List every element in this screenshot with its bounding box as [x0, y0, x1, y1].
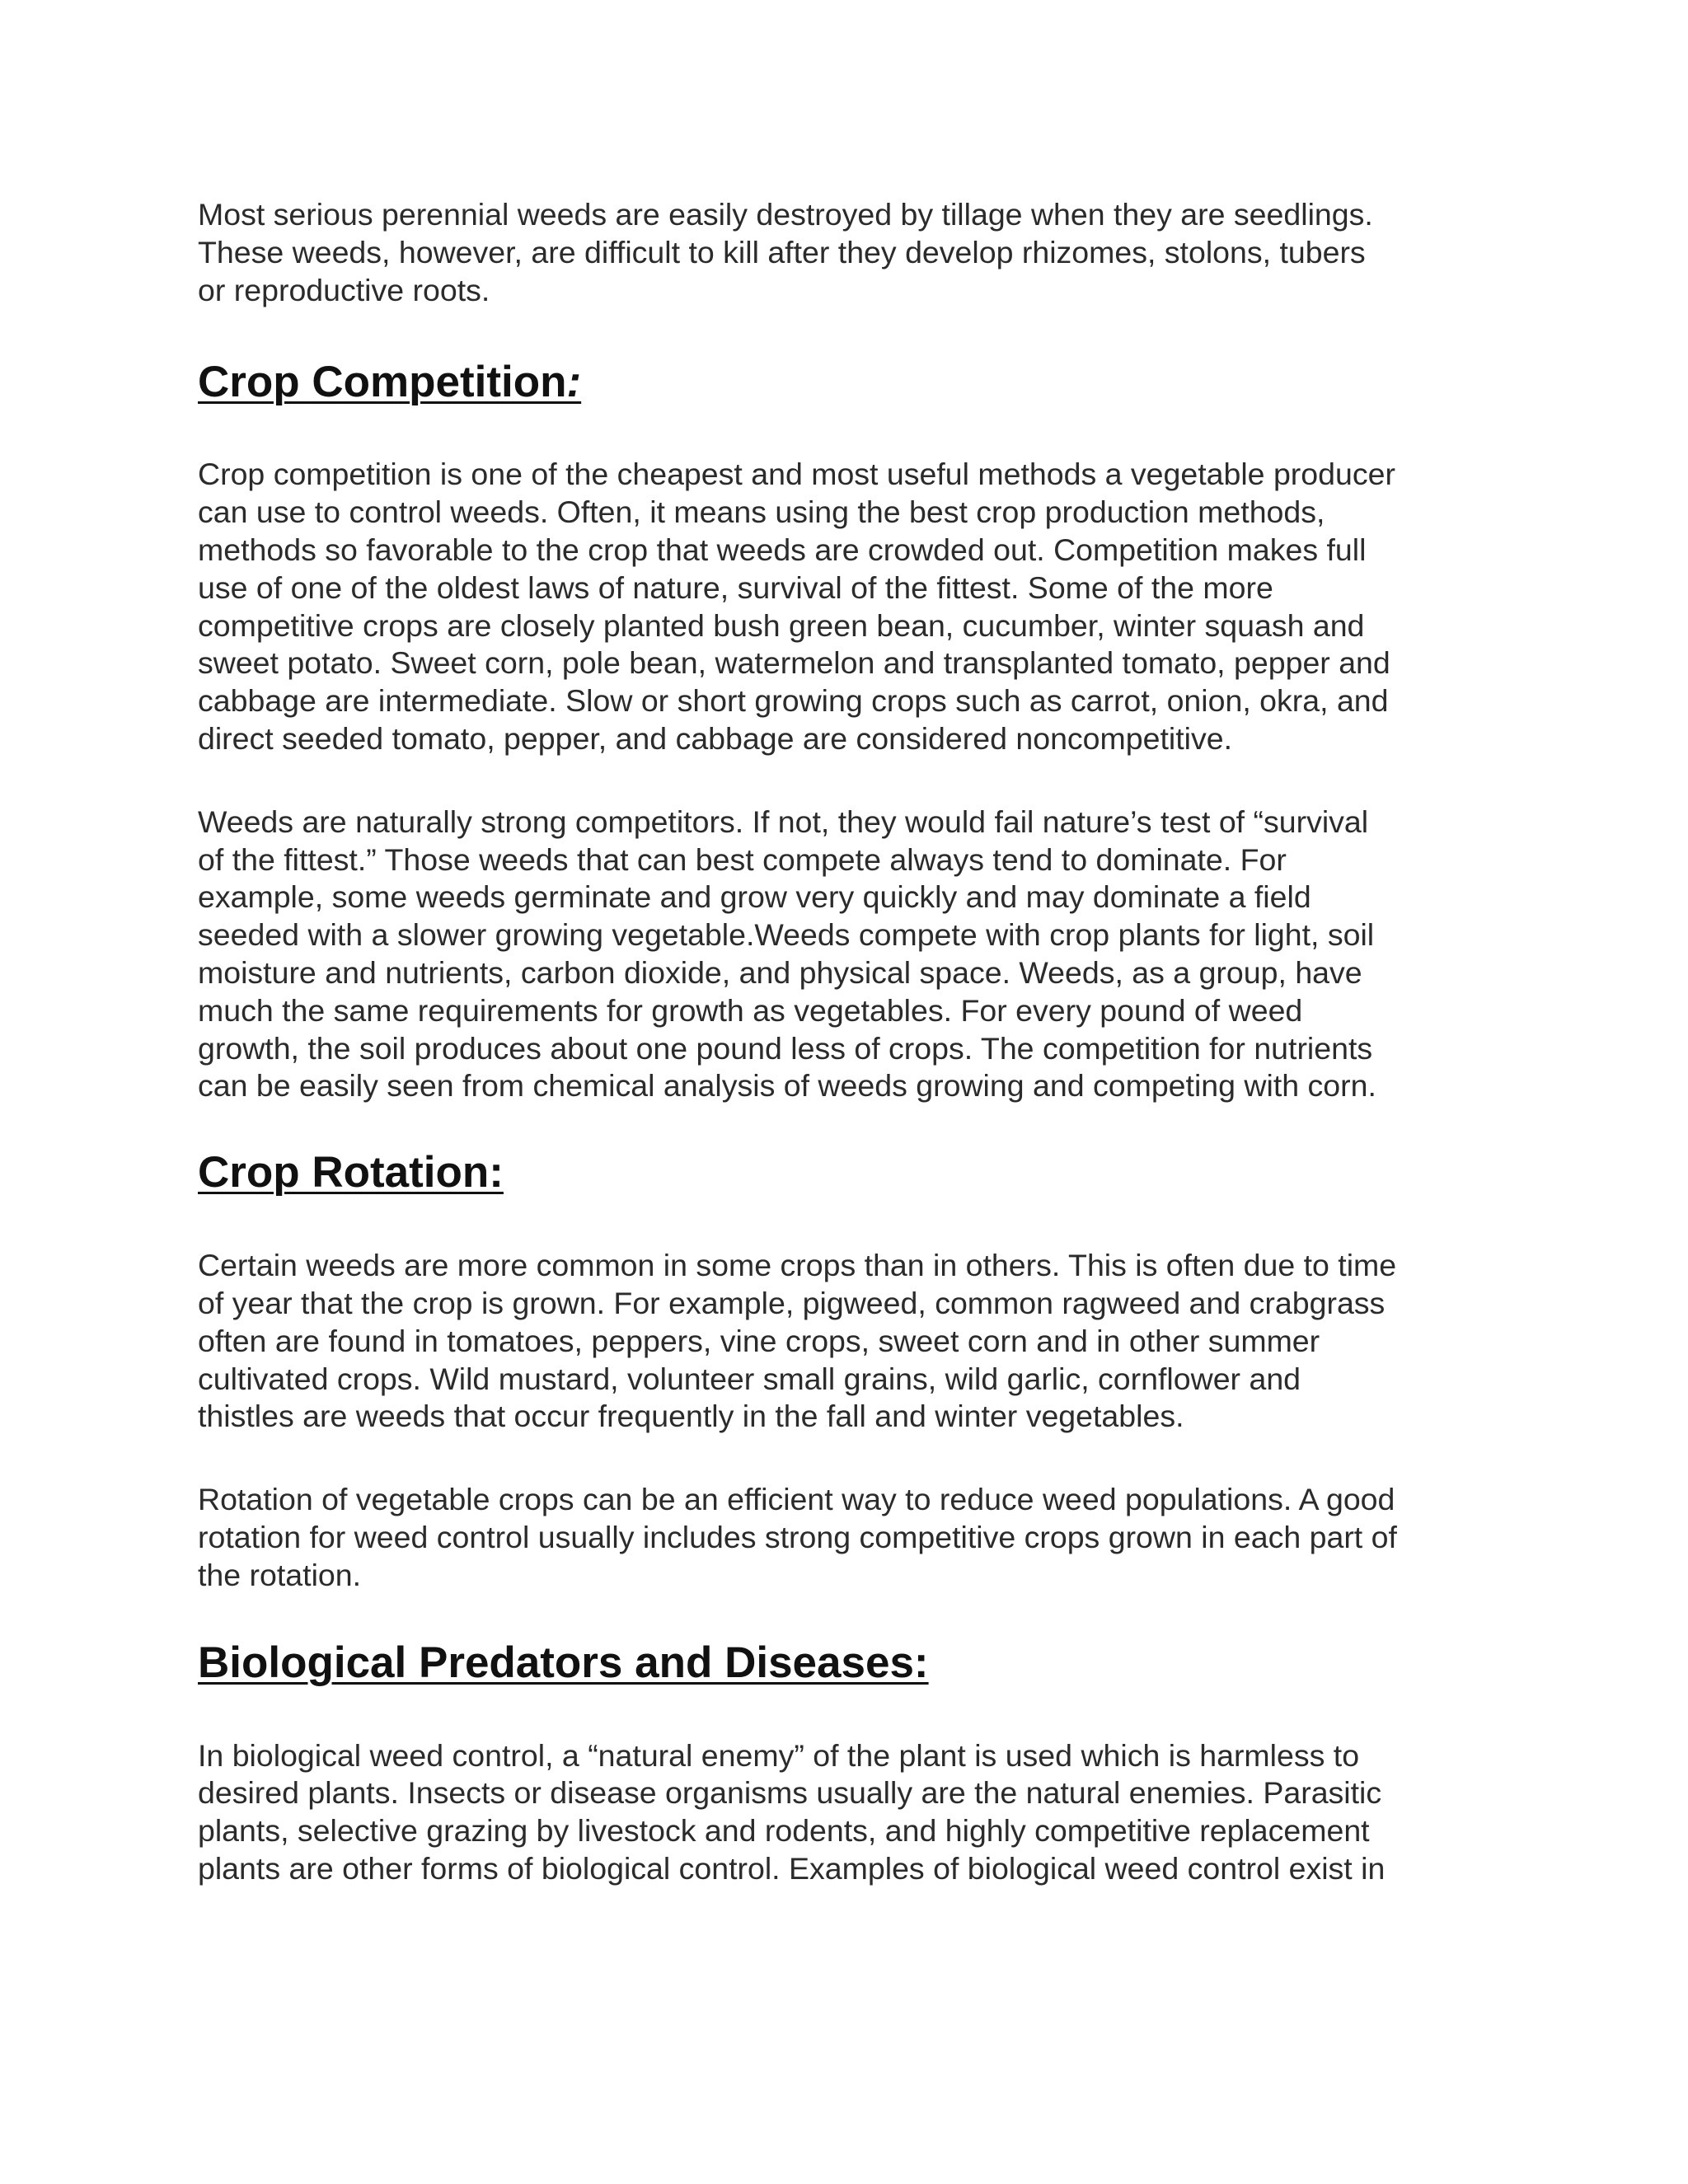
text-line: In biological weed control, a “natural enemy” of the plant is used which is harmless to [198, 1737, 1360, 1773]
heading-crop-competition [198, 356, 1484, 409]
text-line: cabbage are intermediate. Slow or short growing crops such as carrot, onion, okra, and [198, 683, 1389, 719]
text-line: Rotation of vegetable crops can be an efficient way to reduce weed populations. A good [198, 1482, 1395, 1517]
text-line: use of one of the oldest laws of nature, survival of the fittest. Some of the more [198, 569, 1273, 605]
text-line: sweet potato. Sweet corn, pole bean, watermelon and transplanted tomato, pepper and [198, 645, 1390, 681]
paragraph-rotation-efficiency [198, 1481, 1484, 1594]
text-line: Crop competition is one of the cheapest and most useful methods a vegetable producer [198, 457, 1395, 492]
text-line: example, some weeds germinate and grow very quickly and may dominate a field [198, 879, 1311, 915]
paragraph-perennial-weeds [198, 196, 1484, 309]
paragraph-crop-competition [198, 456, 1484, 757]
paragraph-crop-rotation [198, 1247, 1484, 1436]
text-line: competitive crops are closely planted bush green bean, cucumber, winter squash and [198, 607, 1365, 643]
text-line: seeded with a slower growing vegetable.Weeds compete with crop plants for light, soil [198, 917, 1375, 953]
text-line: Weeds are naturally strong competitors. If not, they would fail nature’s test of “survival [198, 804, 1369, 839]
paragraph-biological-control [198, 1737, 1484, 1888]
text-line: often are found in tomatoes, peppers, vine crops, sweet corn and in other summer [198, 1323, 1320, 1358]
text-line: thistles are weeds that occur frequently in the fall and winter vegetables. [198, 1399, 1184, 1434]
heading-biological-predators: Biological Predators and Diseases: [198, 1638, 929, 1687]
heading-crop-rotation: Crop Rotation: [198, 1148, 504, 1197]
text-line: plants, selective grazing by livestock and rodents, and highly competitive replacement [198, 1813, 1370, 1849]
heading-crop-competition-colon: : [566, 358, 582, 407]
text-line: of year that the crop is grown. For example, pigweed, common ragweed and crabgrass [198, 1285, 1386, 1320]
paragraph-weeds-competitors [198, 804, 1484, 1105]
text-line: methods so favorable to the crop that weeds are crowded out. Competition makes full [198, 532, 1367, 567]
text-line: growth, the soil produces about one pound less of crops. The competition for nutrients [198, 1030, 1373, 1066]
text-line: desired plants. Insects or disease organisms usually are the natural enemies. Parasitic [198, 1775, 1382, 1811]
text-line: plants are other forms of biological control. Examples of biological weed control exist in [198, 1850, 1386, 1886]
text-line: much the same requirements for growth as vegetables. For every pound of weed [198, 992, 1303, 1028]
text-line: can be easily seen from chemical analysis of weeds growing and competing with corn. [198, 1068, 1376, 1104]
text-line: of the fittest.” Those weeds that can best compete always tend to dominate. For [198, 841, 1287, 877]
text-line: the rotation. [198, 1557, 362, 1592]
text-line: These weeds, however, are difficult to kill after they develop rhizomes, stolons, tubers [198, 234, 1366, 269]
text-line: can use to control weeds. Often, it means using the best crop production methods, [198, 494, 1325, 530]
text-line: moisture and nutrients, carbon dioxide, and physical space. Weeds, as a group, have [198, 954, 1362, 990]
text-line: cultivated crops. Wild mustard, volunteer small grains, wild garlic, cornflower and [198, 1361, 1301, 1396]
document-page [198, 196, 1484, 1888]
text-line: direct seeded tomato, pepper, and cabbage are considered noncompetitive. [198, 720, 1233, 756]
heading-crop-competition-text: Crop Competition [198, 358, 567, 407]
text-line: or reproductive roots. [198, 272, 490, 307]
text-line: Most serious perennial weeds are easily destroyed by tillage when they are seedlings. [198, 197, 1373, 232]
text-line: rotation for weed control usually includes strong competitive crops grown in each part of [198, 1519, 1397, 1554]
text-line: Certain weeds are more common in some crops than in others. This is often due to time [198, 1248, 1397, 1283]
